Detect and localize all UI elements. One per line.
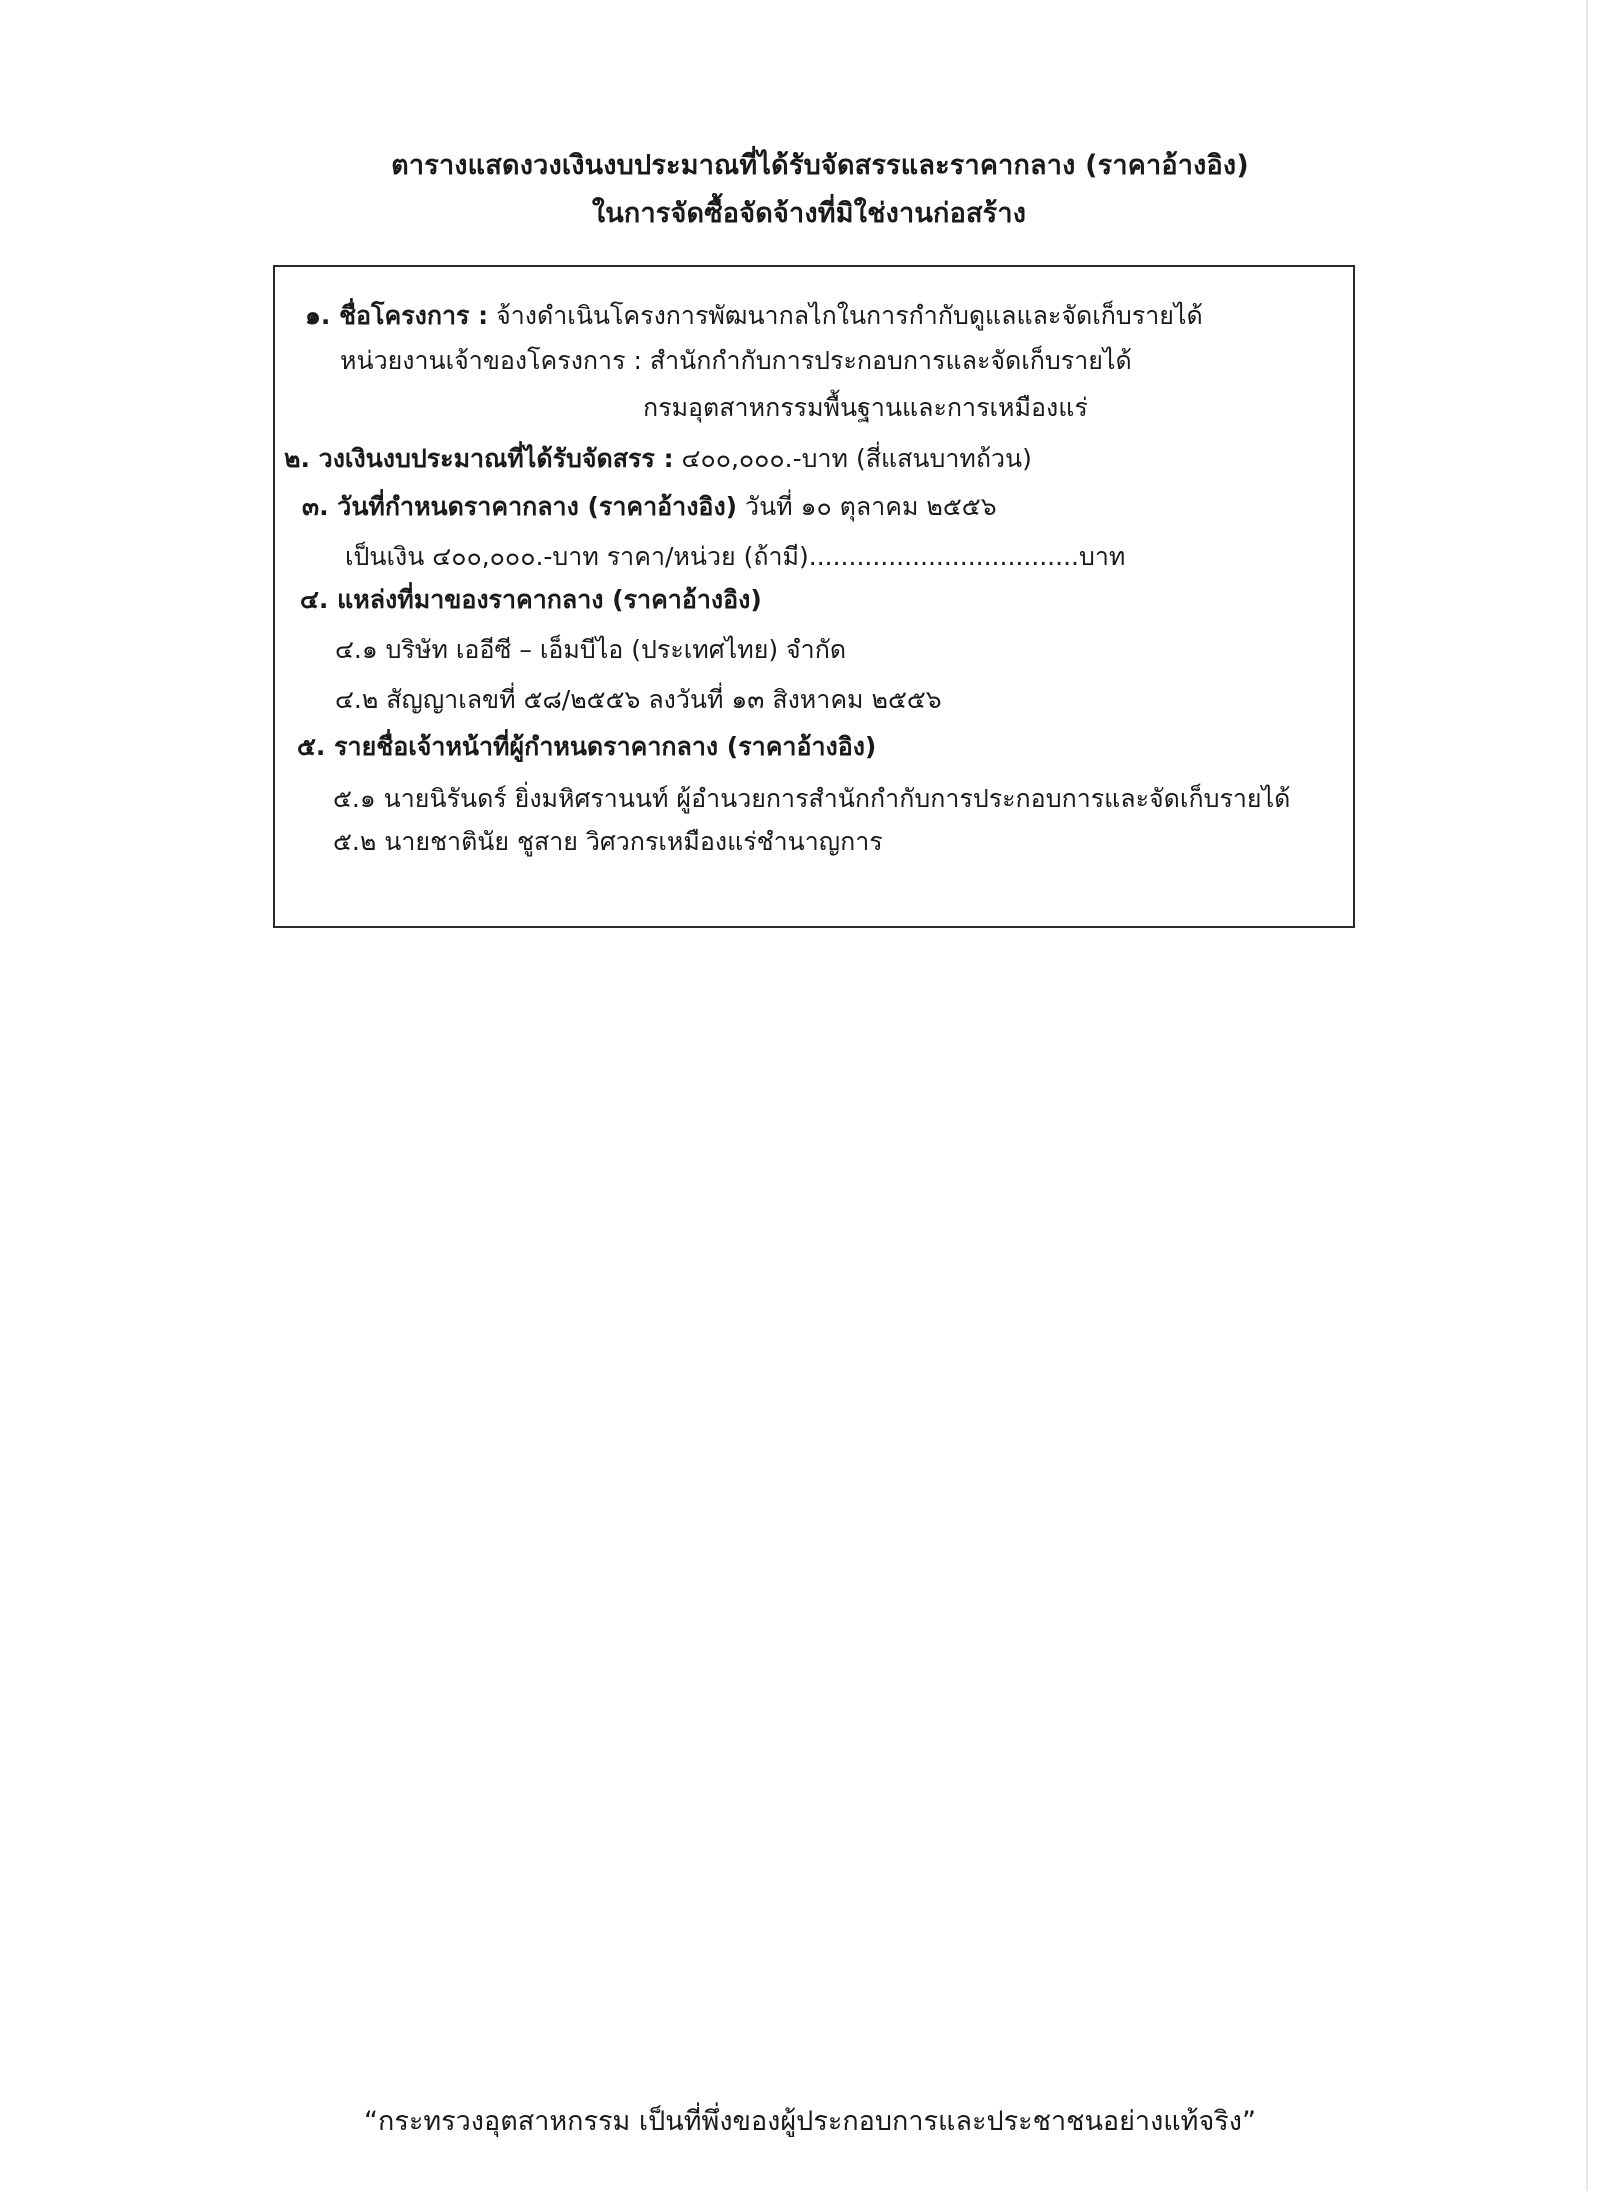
budget-value: ๔๐๐,๐๐๐.-บาท (สี่แสนบาทถ้วน) bbox=[673, 444, 1032, 473]
price-source-contract: ๔.๒ สัญญาเลขที่ ๕๘/๒๕๕๖ ลงวันที่ ๑๓ สิงหาคม ๒๕๕๖ bbox=[335, 685, 942, 714]
project-name-row bbox=[305, 296, 1203, 336]
official-director: ๕.๑ นายนิรันดร์ ยิ่งมหิศรานนท์ ผู้อำนวยการสำนักกำกับการประกอบการและจัดเก็บรายได้ bbox=[333, 784, 1291, 813]
project-owner-label: หน่วยงานเจ้าของโครงการ : bbox=[340, 346, 642, 375]
reference-amount-value: เป็นเงิน ๔๐๐,๐๐๐.-บาท ราคา/หน่วย (ถ้ามี)..................................บาท bbox=[345, 542, 1126, 571]
header-title-line-2: ในการจัดซื้อจัดจ้างที่มิใช่งานก่อสร้าง bbox=[591, 198, 1027, 229]
reference-date-label: ๓. วันที่กำหนดราคากลาง (ราคาอ้างอิง) bbox=[302, 492, 738, 521]
official-engineer: ๕.๒ นายชาตินัย ชูสาย วิศวกรเหมืองแร่ชำนาญการ bbox=[333, 827, 883, 856]
ministry-slogan: “กระทรวงอุตสาหกรรม เป็นที่พึ่งของผู้ประกอบการและประชาชนอย่างแท้จริง” bbox=[364, 2106, 1256, 2137]
project-department-value: กรมอุตสาหกรรมพื้นฐานและการเหมืองแร่ bbox=[643, 393, 1088, 422]
project-name-value: จ้างดำเนินโครงการพัฒนากลไกในการกำกับดูแลและจัดเก็บรายได้ bbox=[488, 301, 1203, 330]
budget-row bbox=[284, 439, 1032, 479]
project-owner-row bbox=[340, 341, 1132, 381]
officials-heading-row bbox=[297, 727, 876, 767]
header-title-line-1: ตารางแสดงวงเงินงบประมาณที่ได้รับจัดสรรและราคากลาง (ราคาอ้างอิง) bbox=[391, 150, 1249, 181]
official-item bbox=[333, 779, 1290, 819]
reference-date-value: วันที่ ๑๐ ตุลาคม ๒๕๕๖ bbox=[737, 492, 997, 521]
official-item bbox=[333, 822, 883, 862]
project-owner-value: สำนักกำกับการประกอบการและจัดเก็บรายได้ bbox=[641, 346, 1132, 375]
reference-amount-row bbox=[345, 537, 1125, 577]
officials-label: ๕. รายชื่อเจ้าหน้าที่ผู้กำหนดราคากลาง (ราคาอ้างอิง) bbox=[297, 732, 877, 761]
price-sources-label: ๔. แหล่งที่มาของราคากลาง (ราคาอ้างอิง) bbox=[300, 585, 762, 614]
project-name-label: ๑. ชื่อโครงการ : bbox=[305, 301, 489, 330]
price-sources-heading-row bbox=[300, 580, 762, 620]
reference-date-row bbox=[302, 487, 997, 527]
price-source-company: ๔.๑ บริษัท เออีซี – เอ็มบีไอ (ประเทศไทย) จำกัด bbox=[335, 635, 847, 664]
price-source-item bbox=[335, 680, 942, 720]
price-source-item bbox=[335, 630, 846, 670]
project-department-row bbox=[643, 388, 1088, 428]
scan-edge-line bbox=[1586, 0, 1588, 2191]
budget-label: ๒. วงเงินงบประมาณที่ได้รับจัดสรร : bbox=[284, 444, 674, 473]
document-header bbox=[0, 142, 1600, 238]
